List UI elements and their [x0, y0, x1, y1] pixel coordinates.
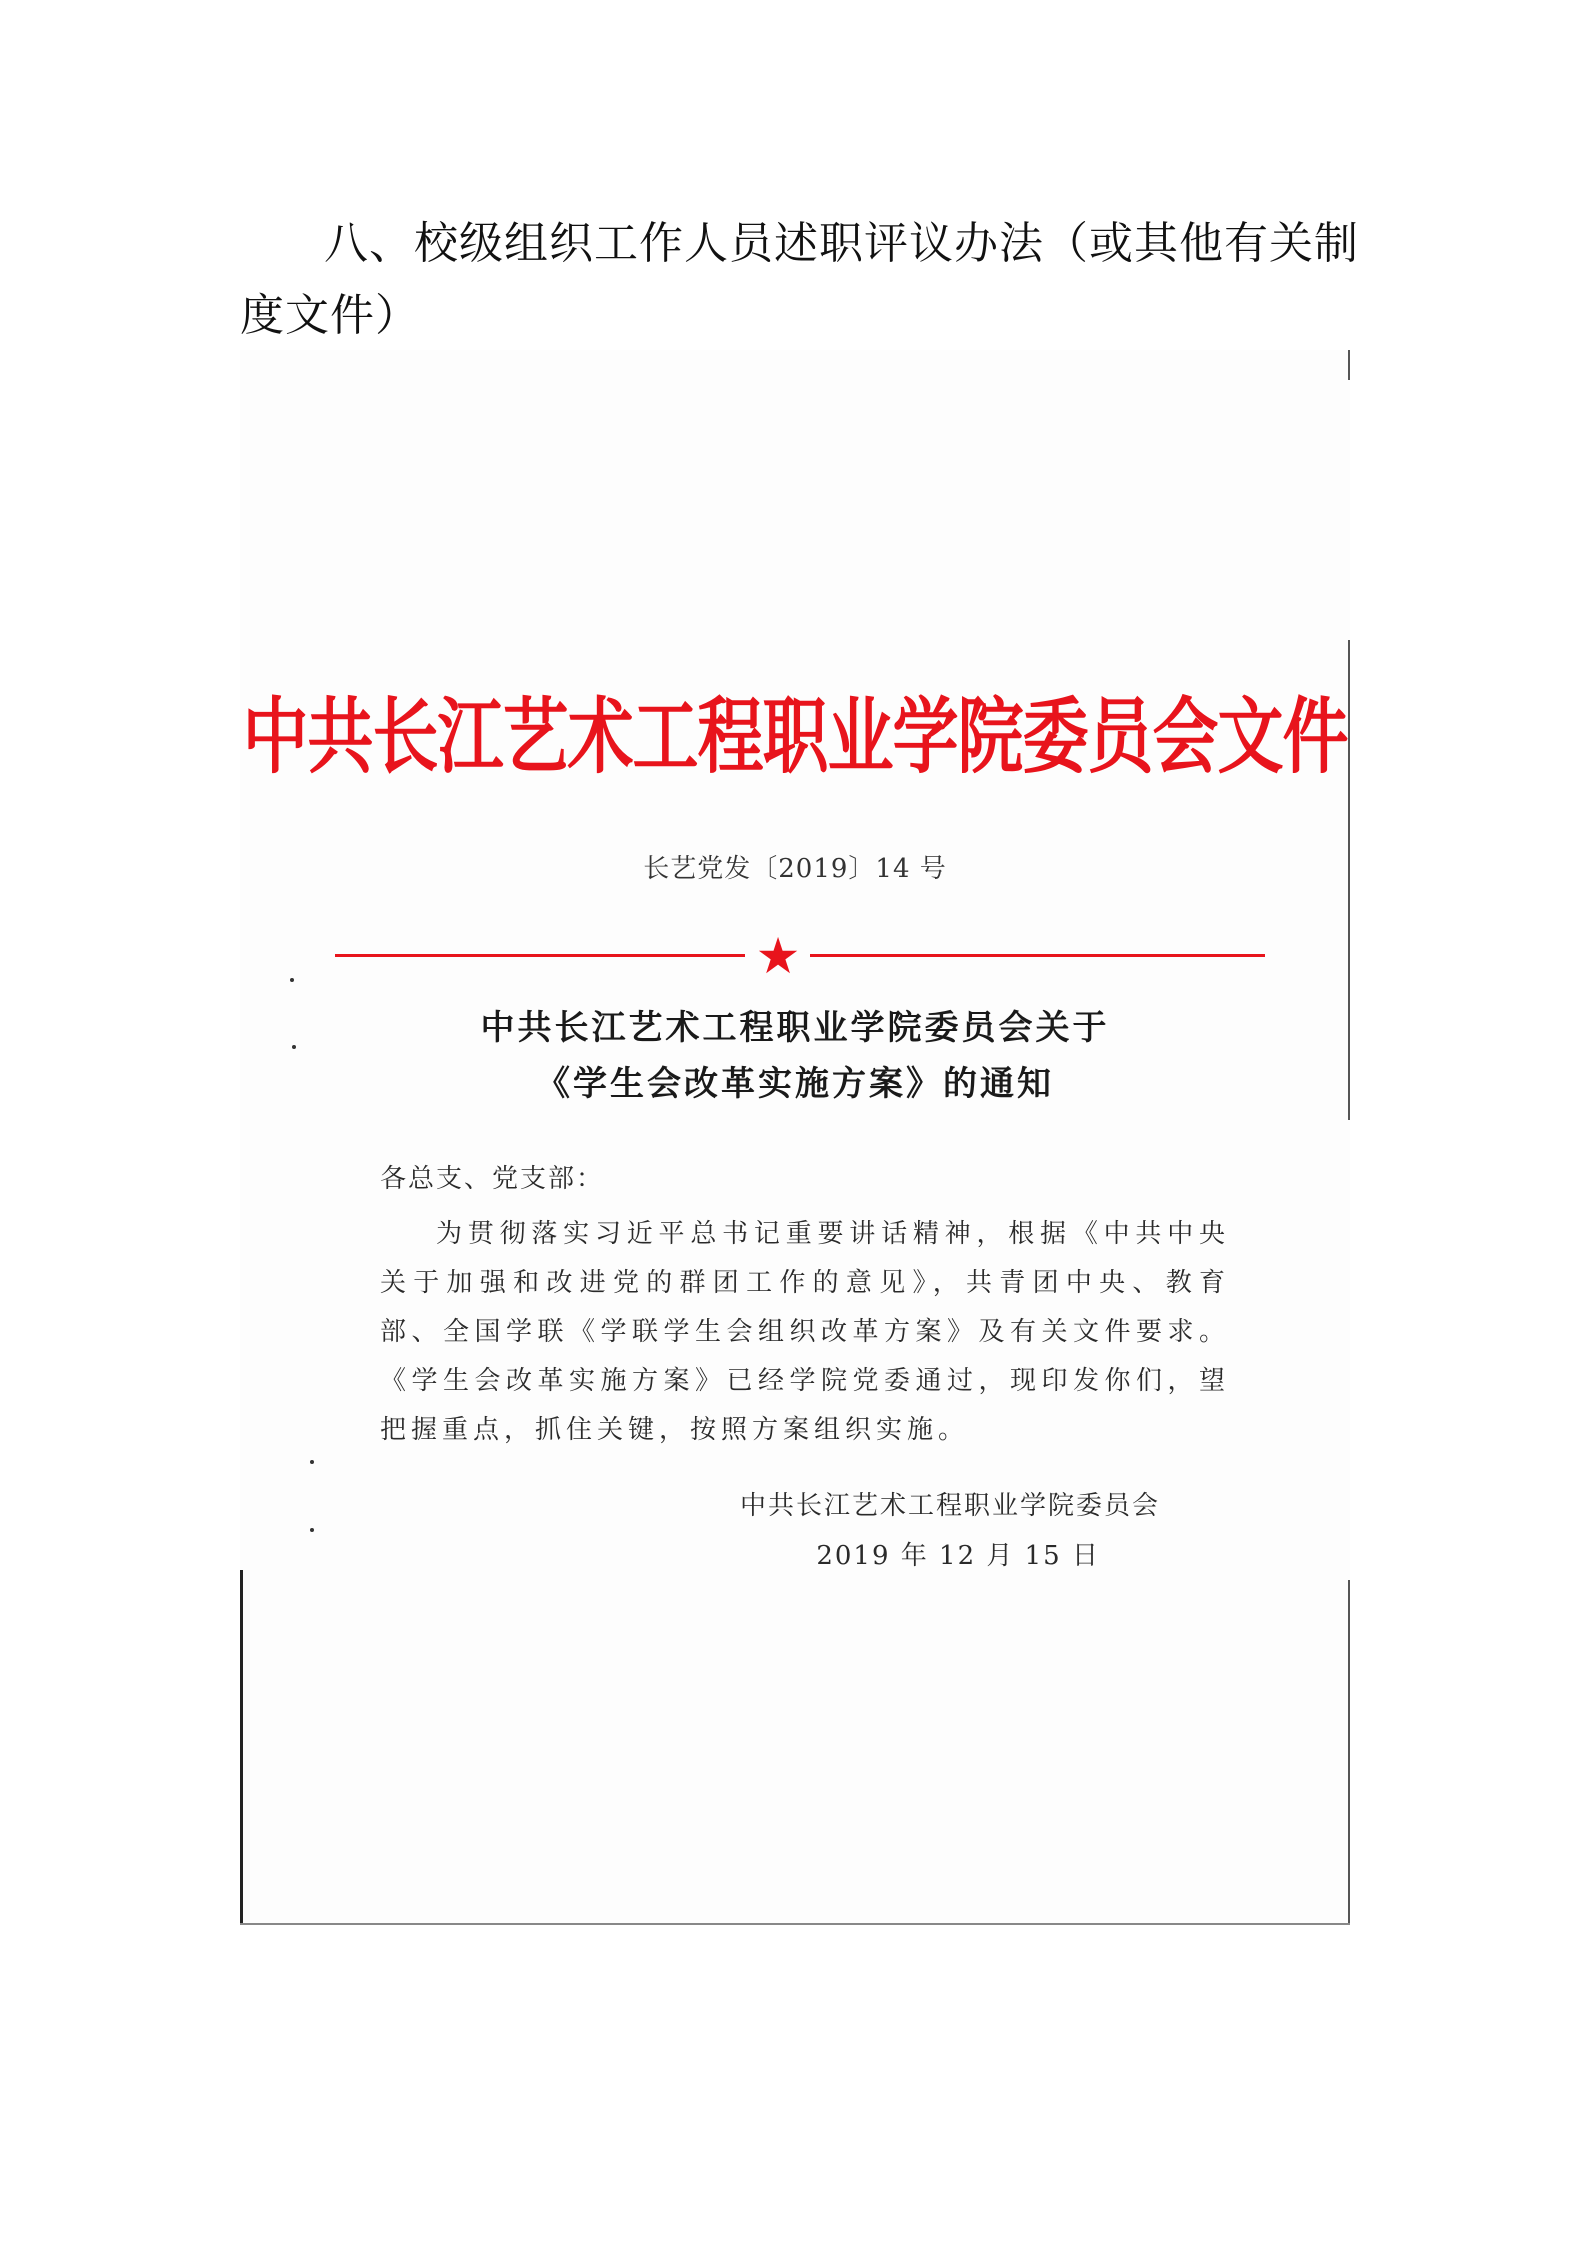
red-divider-right	[810, 954, 1265, 957]
scan-left-edge	[240, 1570, 243, 1925]
scan-right-edge-top	[1348, 350, 1350, 380]
scan-bottom-edge	[240, 1923, 1350, 1925]
red-star-icon: ★	[755, 927, 801, 985]
scan-dust-mark	[290, 978, 294, 982]
scan-dust-mark	[310, 1460, 314, 1464]
signature-organization: 中共长江艺术工程职业学院委员会	[739, 1491, 1160, 1521]
signature-date: 2019 年 12 月 15 日	[816, 1541, 1100, 1571]
document-number: 长艺党发〔2019〕14 号	[643, 854, 947, 884]
notice-title-line2: 《学生会改革实施方案》的通知	[536, 1064, 1054, 1104]
notice-title-line1: 中共长江艺术工程职业学院委员会关于	[480, 1008, 1110, 1048]
scan-dust-mark	[310, 1528, 314, 1532]
scan-right-edge-bottom	[1348, 1580, 1350, 1925]
red-masthead: 中共长江艺术工程职业学院委员会文件	[242, 687, 1348, 785]
red-divider-left	[335, 954, 745, 957]
salutation: 各总支、党支部：	[380, 1164, 605, 1194]
scanned-document-image	[240, 350, 1350, 1925]
section-heading: 八、校级组织工作人员述职评议办法（或其他有关制度文件）	[240, 218, 1359, 341]
notice-paragraph: 为贯彻落实习近平总书记重要讲话精神，根据《中共中央关于加强和改进党的群团工作的意见》，共青团中央、教育部、全国学联《学联学生会组织改革方案》及有关文件要求。《学生会改革实施方案》已经学院党委通过，现印发你们，望把握重点，抓住关键，按照方案组织实施。	[380, 1219, 1230, 1445]
